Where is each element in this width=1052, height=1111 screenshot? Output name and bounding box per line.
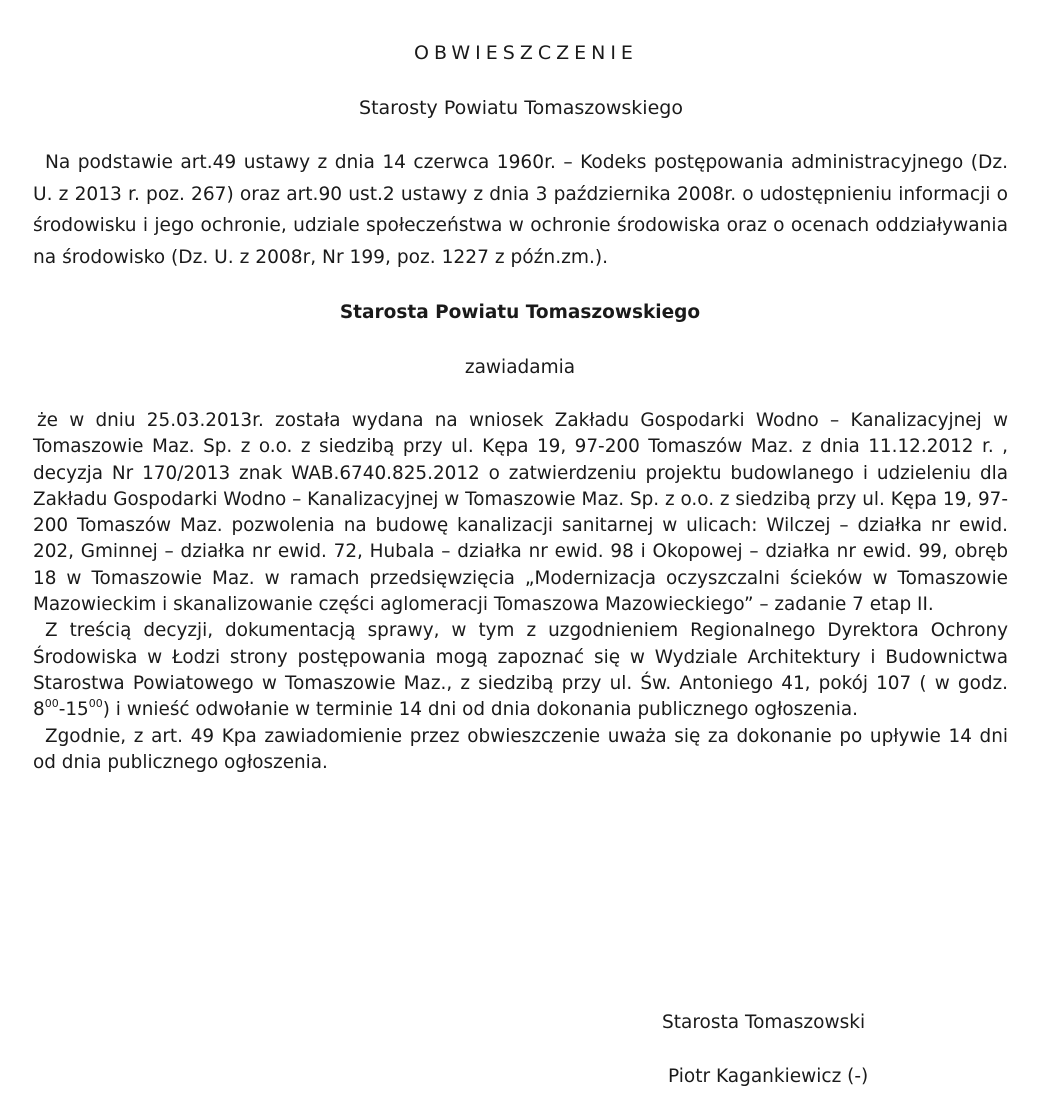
hour-from-minutes: 00 (44, 697, 59, 711)
document-title: OBWIESZCZENIE (414, 42, 638, 64)
hour-to-minutes: 00 (88, 697, 103, 711)
legal-basis-text: Na podstawie art.49 ustawy z dnia 14 czerwca 1960r. – Kodeks postępowania administracyjnego (Dz. U. z 2013 r. poz. 267) oraz art.90 ust.2 ustawy z dnia 3 października 2008r. o udostępnieniu informacji o środowisku i jego ochronie, udziale społeczeństwa w ochronie środowiska oraz o ocenach oddziaływania na środowisko (Dz. U. z 2008r, Nr 199, poz. 1227 z późn.zm.). (33, 152, 1008, 268)
notice-paragraph (33, 724, 1008, 777)
signature-name: Piotr Kagankiewicz (-) (668, 1066, 869, 1087)
announcement-body (33, 408, 1008, 776)
access-paragraph (33, 618, 1008, 723)
announcement-verb: zawiadamia (464, 357, 576, 378)
decision-text: że w dniu 25.03.2013r. została wydana na wniosek Zakładu Gospodarki Wodno – Kanalizacyjnej w Tomaszowie Maz. Sp. z o.o. z siedzibą przy ul. Kępa 19, 97-200 Tomaszów Maz. z dnia 11.12.2012 r. , decyzja Nr 170/2013 znak WAB.6740.825.2012 o zatwierdzeniu projektu budowlanego i udzieleniu dla Zakładu Gospodarki Wodno – Kanalizacyjnej w Tomaszowie Maz. Sp. z o.o. z siedzibą przy ul. Kępa 19, 97-200 Tomaszów Maz. pozwolenia na budowę kanalizacji sanitarnej w ulicach: Wilczej – działka nr ewid. 202, Gminnej – działka nr ewid. 72, Hubala – działka nr ewid. 98 i Okopowej – działka nr ewid. 99, obręb 18 w Tomaszowie Maz. w ramach przedsięwzięcia „Modernizacja oczyszczalni ścieków w Tomaszowie Mazowieckim i skanalizowanie części aglomeracji Tomaszowa Mazowieckiego” – zadanie 7 etap II. (33, 410, 1008, 616)
hour-dash: -15 (58, 699, 89, 721)
notice-text: Zgodnie, z art. 49 Kpa zawiadomienie przez obwieszczenie uważa się za dokonanie po upływie 14 dni od dnia publicznego ogłoszenia. (33, 725, 1008, 773)
announcer-heading: Starosta Powiatu Tomaszowskiego (339, 302, 701, 323)
signature-title: Starosta Tomaszowski (662, 1012, 866, 1033)
access-text-end: ) i wnieść odwołanie w terminie 14 dni od dnia dokonania publicznego ogłoszenia. (102, 699, 859, 721)
decision-paragraph (33, 408, 1008, 618)
access-text-start: Z treścią decyzji, dokumentacją sprawy, w tym z uzgodnieniem Regionalnego Dyrektora Ochrony Środowiska w Łodzi strony postępowania mogą zapoznać się w Wydziale Architektury i Budownictwa Starostwa Powiatowego w Tomaszowie Maz., z siedzibą przy ul. Św. Antoniego 41, pokój 107 ( w godz. 8 (33, 620, 1008, 721)
document-subtitle: Starosty Powiatu Tomaszowskiego (359, 97, 683, 119)
legal-basis-paragraph (33, 147, 1008, 273)
